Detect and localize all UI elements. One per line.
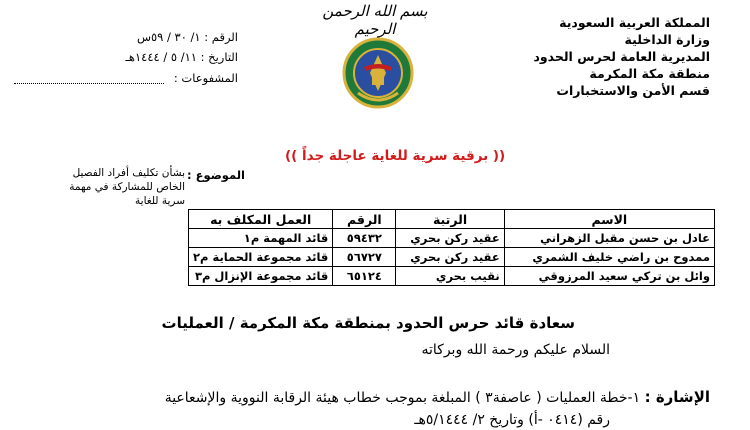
reference-line-2: رقم (٠٤١٤ -أ) وتاريخ ٢/ ٥/١٤٤٤هـ bbox=[414, 412, 610, 428]
letterhead-line-department: قسم الأمن والاستخبارات bbox=[556, 83, 710, 98]
officers-table bbox=[188, 209, 715, 286]
reference-number bbox=[137, 30, 238, 44]
cell-name: وائل بن تركي سعيد المرزوقي bbox=[504, 267, 714, 286]
letterhead-ministry bbox=[520, 14, 710, 99]
column-header-assignment: العمل المكلف به bbox=[189, 210, 333, 229]
reference-label: الإشارة : bbox=[644, 388, 710, 406]
attachments-dotted-line bbox=[14, 73, 164, 84]
greeting: السلام عليكم ورحمة الله وبركاته bbox=[421, 342, 610, 358]
column-header-rank: الرتبة bbox=[396, 210, 504, 229]
letterhead-line-region: منطقة مكة المكرمة bbox=[589, 66, 710, 81]
cell-number: ٥٦٧٢٧ bbox=[333, 248, 396, 267]
table-row bbox=[189, 267, 715, 286]
reference-number-value: ١/ ٣٠ / ٥٩س bbox=[136, 30, 201, 44]
cell-number: ٦٥١٢٤ bbox=[333, 267, 396, 286]
basmala: بسم الله الرحمن الرحيم bbox=[322, 2, 428, 38]
reference-line-1: ١-خطة العمليات ( عاصفة٣ ) المبلغة بموجب خطاب هيئة الرقابة النووية والإشعاعية bbox=[164, 390, 641, 406]
column-header-number: الرقم bbox=[333, 210, 396, 229]
letterhead-line-kingdom: المملكة العربية السعودية bbox=[559, 15, 710, 30]
table-row bbox=[189, 248, 715, 267]
document-date-value: ١١/ ٥ / ١٤٤٤هـ bbox=[125, 50, 197, 64]
cell-name: عادل بن حسن مقبل الزهراني bbox=[504, 229, 714, 248]
cell-assignment: قائد المهمة م١ bbox=[189, 229, 333, 248]
subject-text: بشأن تكليف أفراد الفصيل الخاص للمشاركة في مهمة سرية للغاية bbox=[69, 167, 185, 207]
attachments bbox=[14, 71, 238, 85]
reference-paragraph bbox=[165, 388, 710, 406]
table-row bbox=[189, 229, 715, 248]
letterhead-line-ministry: وزارة الداخلية bbox=[624, 32, 710, 47]
table-header-row bbox=[189, 210, 715, 229]
cell-rank: نقيب بحري bbox=[396, 267, 504, 286]
attachments-label: المشفوعات : bbox=[173, 71, 238, 85]
reference-number-label: الرقم : bbox=[204, 30, 238, 44]
document-date-label: التاريخ : bbox=[200, 50, 238, 64]
addressee: سعادة قائد حرس الحدود بمنطقة مكة المكرمة / العمليات bbox=[161, 314, 575, 332]
letterhead-line-directorate: المديرية العامة لحرس الحدود bbox=[533, 49, 710, 64]
cell-rank: عقيد ركن بحري bbox=[396, 248, 504, 267]
column-header-name: الاسم bbox=[504, 210, 714, 229]
border-guard-emblem bbox=[342, 33, 414, 111]
cell-rank: عقيد ركن بحري bbox=[396, 229, 504, 248]
cell-assignment: قائد مجموعة الحماية م٢ bbox=[189, 248, 333, 267]
cell-number: ٥٩٤٣٢ bbox=[333, 229, 396, 248]
subject-label: الموضوع : bbox=[187, 168, 245, 182]
document-date bbox=[126, 50, 238, 64]
document-title: (( برقية سرية للغاية عاجلة جداً )) bbox=[285, 148, 506, 164]
cell-assignment: قائد مجموعة الإنزال م٣ bbox=[189, 267, 333, 286]
cell-name: ممدوح بن راضي خليف الشمري bbox=[504, 248, 714, 267]
